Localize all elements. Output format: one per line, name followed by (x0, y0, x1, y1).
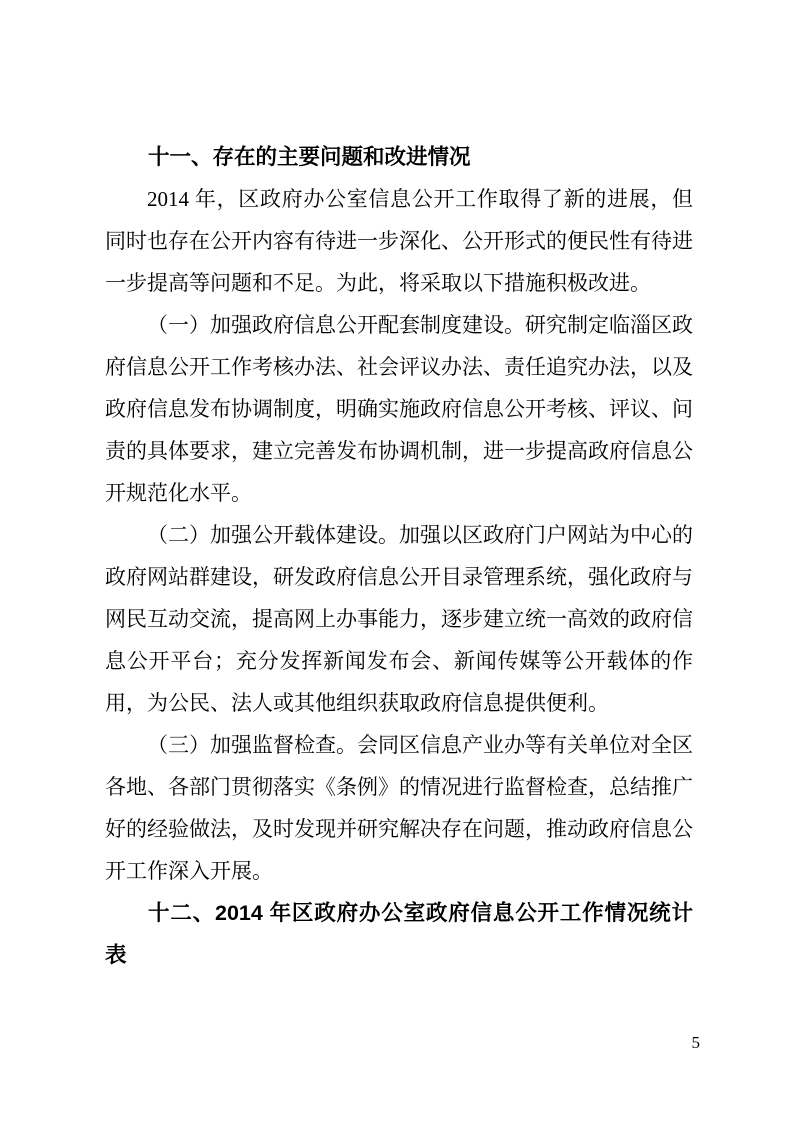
section-heading-12: 十二、2014 年区政府办公室政府信息公开工作情况统计表 (105, 901, 693, 967)
document-body (105, 136, 693, 976)
paragraph-intro: 2014 年，区政府办公室信息公开工作取得了新的进展，但同时也存在公开内容有待进一步深化、公开形式的便民性有待进一步提高等问题和不足。为此，将采取以下措施积极改进。 (105, 187, 693, 295)
paragraph-measure-3: （三）加强监督检查。会同区信息产业办等有关单位对全区各地、各部门贯彻落实《条例》的情况进行监督检查，总结推广好的经验做法，及时发现并研究解决存在问题，推动政府信息公开工作深入开展。 (105, 733, 693, 883)
paragraph-measure-2: （二）加强公开载体建设。加强以区政府门户网站为中心的政府网站群建设，研发政府信息公开目录管理系统，强化政府与网民互动交流，提高网上办事能力，逐步建立统一高效的政府信息公开平台；充分发挥新闻发布会、新闻传媒等公开载体的作用，为公民、法人或其他组织获取政府信息提供便利。 (105, 523, 693, 715)
section-heading-11: 十一、存在的主要问题和改进情况 (148, 145, 471, 169)
page-number: 5 (691, 1033, 700, 1052)
paragraph-measure-1: （一）加强政府信息公开配套制度建设。研究制定临淄区政府信息公开工作考核办法、社会评议办法、责任追究办法，以及政府信息发布协调制度，明确实施政府信息公开考核、评议、问责的具体要求，建立完善发布协调机制，进一步提高政府信息公开规范化水平。 (105, 313, 693, 505)
